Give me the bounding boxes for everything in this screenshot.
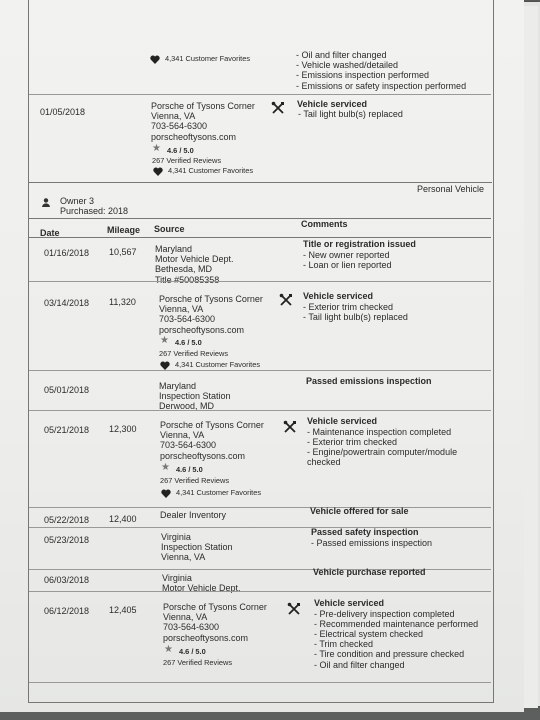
comment-item: - Maintenance inspection completed: [307, 426, 452, 437]
comment-item: - Emissions inspection performed: [296, 70, 430, 81]
source-line: porscheoftysons.com: [159, 324, 245, 335]
record-date: 05/22/2018: [44, 515, 90, 525]
comment-item: - New owner reported: [303, 249, 390, 260]
verified-reviews: 267 Verified Reviews: [163, 658, 233, 667]
rating-value: 4.6 / 5.0: [179, 647, 206, 656]
source-line: porscheoftysons.com: [163, 632, 249, 643]
record-mileage: 12,405: [109, 605, 137, 615]
source-line: Porsche of Tysons Corner: [159, 294, 263, 304]
source-line: Maryland: [159, 381, 197, 391]
record-date: 01/05/2018: [40, 107, 86, 117]
favorites-count: 4,341 Customer Favorites: [175, 360, 261, 369]
heart-icon: [150, 55, 160, 64]
row-divider: [29, 591, 491, 592]
header-divider: [29, 237, 491, 238]
star-icon: ★: [152, 143, 161, 154]
verified-reviews: 267 Verified Reviews: [159, 349, 229, 358]
owner-divider: [29, 218, 491, 219]
source-line: 703-564-6300: [163, 622, 220, 633]
source-line: Vienna, VA: [163, 612, 208, 623]
rating-value: 4.6 / 5.0: [176, 465, 203, 474]
source-line: Porsche of Tysons Corner: [163, 602, 267, 612]
source-line: Bethesda, MD: [155, 264, 213, 275]
record-mileage: 10,567: [109, 247, 137, 257]
source-line: 703-564-6300: [160, 440, 217, 451]
source-line: Title #50085358: [155, 274, 220, 285]
comment-item: - Tire condition and pressure checked: [314, 649, 465, 660]
service-wrench-icon: [283, 420, 297, 434]
record-date: 05/01/2018: [44, 385, 90, 395]
source-line: Derwood, MD: [159, 401, 215, 412]
service-wrench-icon: [287, 602, 301, 616]
star-icon: ★: [161, 462, 170, 473]
record-mileage: 12,400: [109, 514, 137, 524]
heart-icon: [153, 167, 163, 176]
comment-item: - Vehicle washed/detailed: [296, 60, 399, 71]
comment-item: - Loan or lien reported: [303, 259, 392, 270]
record-date: 06/03/2018: [44, 575, 90, 585]
comment-item: - Exterior trim checked: [303, 301, 394, 312]
comment-item: checked: [307, 457, 341, 468]
column-header-date: Date: [40, 228, 60, 238]
owner-purchased: Purchased: 2018: [60, 206, 129, 216]
source-line: Motor Vehicle Dept.: [155, 254, 234, 265]
source-line: Vienna, VA: [161, 552, 206, 563]
comment-item: - Electrical system checked: [314, 628, 424, 639]
source-line: porscheoftysons.com: [160, 450, 246, 461]
source-line: Motor Vehicle Dept.: [162, 583, 241, 594]
comment-item: - Trim checked: [314, 639, 374, 650]
row-divider: [29, 507, 491, 508]
row-divider: [29, 527, 491, 528]
record-title: Vehicle serviced: [307, 416, 378, 426]
favorites-count: 4,341 Customer Favorites: [168, 166, 254, 175]
comment-item: - Recommended maintenance performed: [314, 618, 479, 629]
source-line: Inspection Station: [159, 391, 231, 402]
record-title: Vehicle serviced: [303, 291, 374, 301]
row-divider: [29, 281, 491, 282]
row-divider: [29, 682, 491, 683]
record-title: Title or registration issued: [303, 239, 416, 249]
source-line: Porsche of Tysons Corner: [151, 101, 255, 111]
record-date: 05/23/2018: [44, 535, 90, 545]
source-line: 703-564-6300: [151, 121, 208, 132]
vehicle-type: Personal Vehicle: [417, 184, 485, 194]
column-header-source: Source: [154, 224, 185, 234]
heart-icon: [161, 489, 171, 498]
comment-item: - Passed emissions inspection: [311, 537, 433, 548]
row-divider: [29, 410, 491, 411]
star-icon: ★: [164, 644, 173, 655]
source-line: Porsche of Tysons Corner: [160, 420, 264, 430]
row-divider: [29, 94, 491, 95]
favorites-count: 4,341 Customer Favorites: [176, 488, 262, 497]
verified-reviews: 267 Verified Reviews: [160, 476, 230, 485]
record-date: 01/16/2018: [44, 248, 90, 258]
service-wrench-icon: [279, 293, 293, 307]
source-line: Maryland: [155, 244, 193, 254]
owner-person-icon: [42, 198, 50, 207]
comment-item: - Oil and filter changed: [296, 50, 387, 60]
comment-item: - Engine/powertrain computer/module: [307, 446, 458, 457]
service-wrench-icon: [271, 101, 285, 115]
record-title: Vehicle purchase reported: [313, 567, 426, 577]
record-title: Vehicle offered for sale: [310, 506, 409, 516]
comment-item: - Tail light bulb(s) replaced: [298, 109, 403, 119]
row-divider: [29, 370, 491, 371]
record-date: 03/14/2018: [44, 298, 90, 308]
verified-reviews: 267 Verified Reviews: [152, 156, 222, 165]
comment-item: - Exterior trim checked: [307, 436, 398, 447]
comment-item: - Emissions or safety inspection performed: [296, 80, 467, 91]
record-date: 06/12/2018: [44, 606, 90, 616]
source-line: Virginia: [161, 532, 191, 542]
comment-item: - Oil and filter changed: [314, 659, 405, 670]
comment-item: - Tail light bulb(s) replaced: [303, 311, 408, 322]
star-icon: ★: [160, 335, 169, 346]
source-line: Vienna, VA: [151, 111, 196, 122]
source-line: 703-564-6300: [159, 314, 216, 325]
table-frame: [28, 0, 494, 703]
comment-item: - Pre-delivery inspection completed: [314, 608, 455, 619]
section-divider: [28, 182, 492, 183]
source-line: Dealer Inventory: [160, 510, 227, 520]
record-title: Passed emissions inspection: [306, 376, 432, 386]
source-line: Vienna, VA: [159, 304, 204, 315]
rating-value: 4.6 / 5.0: [167, 146, 194, 155]
record-title: Passed safety inspection: [311, 527, 419, 537]
column-header-comments: Comments: [301, 219, 348, 229]
source-line: Virginia: [162, 573, 192, 583]
column-header-mileage: Mileage: [107, 225, 141, 235]
record-title: Vehicle serviced: [297, 99, 368, 109]
source-line: Vienna, VA: [160, 430, 205, 441]
record-mileage: 12,300: [109, 424, 137, 434]
record-date: 05/21/2018: [44, 425, 90, 435]
source-line: Inspection Station: [161, 542, 233, 553]
record-title: Vehicle serviced: [314, 598, 385, 608]
source-line: porscheoftysons.com: [151, 131, 237, 142]
favorites-count: 4,341 Customer Favorites: [165, 54, 251, 63]
rating-value: 4.6 / 5.0: [175, 338, 202, 347]
record-mileage: 11,320: [109, 297, 136, 307]
owner-label: Owner 3: [60, 196, 95, 206]
heart-icon: [160, 361, 170, 370]
